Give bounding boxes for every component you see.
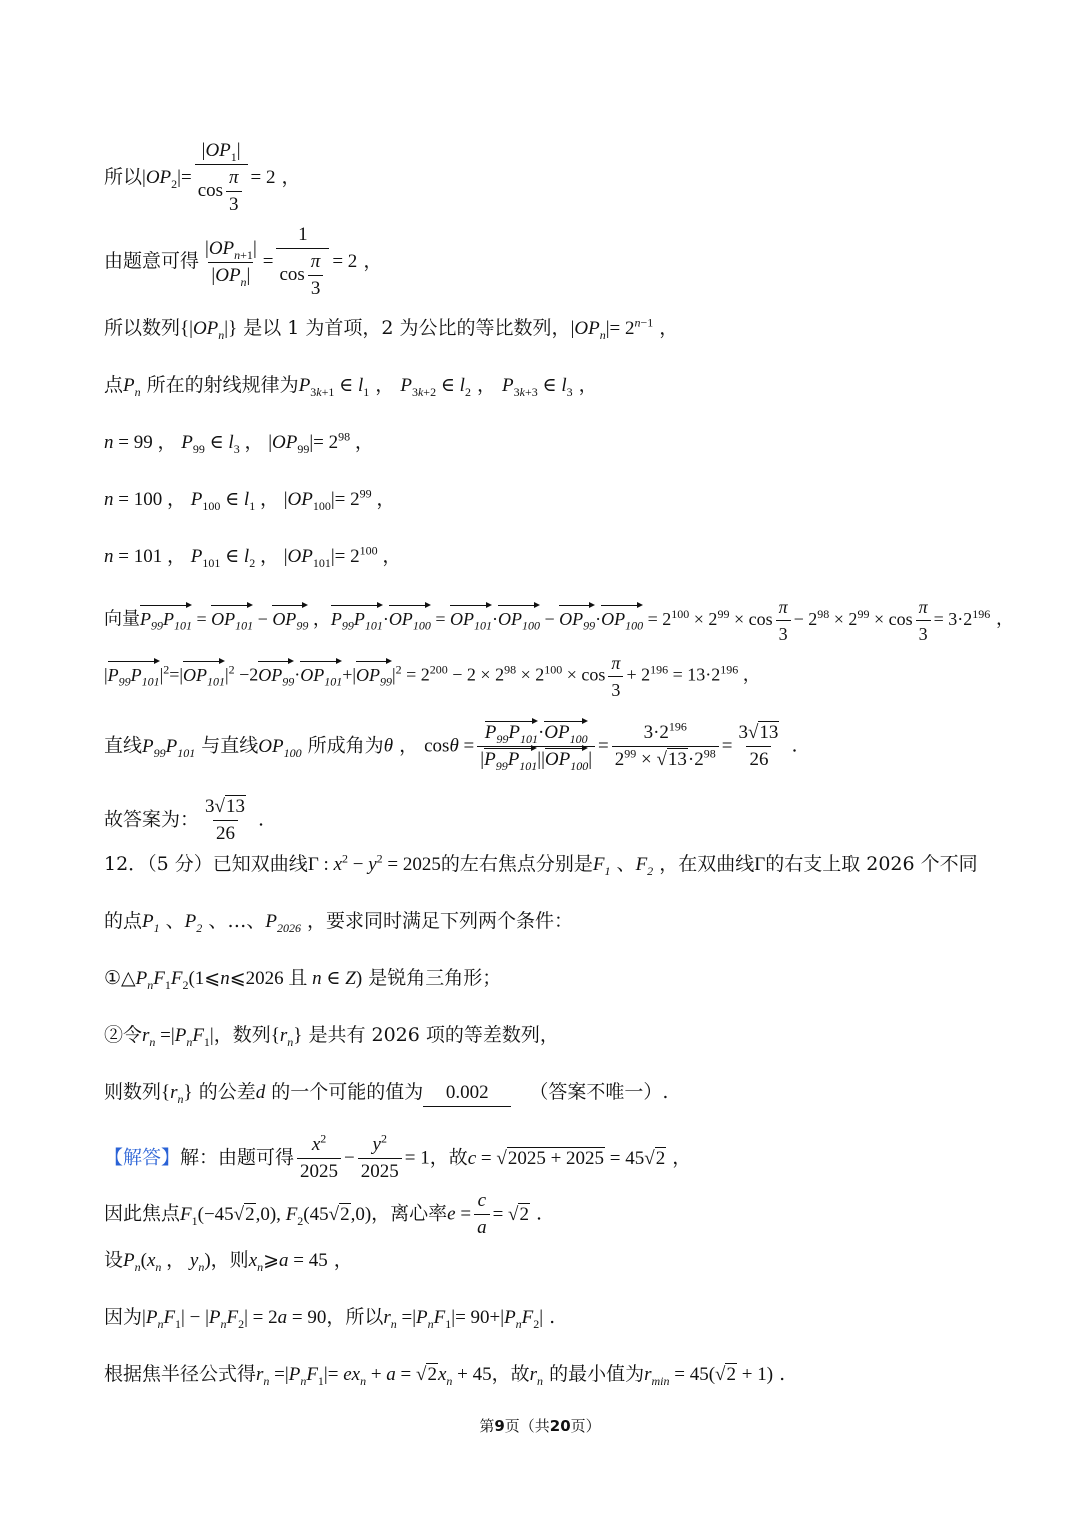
question-12-line: 的点$P_1$ 、$P_2$ 、…、$P_{2026}$ ，要求同时满足下列两个条件：	[104, 910, 573, 935]
answer-line: 故答案为： $\frac{3√13}{26}$ .	[104, 796, 265, 844]
solution-line: 向量$P_{99}P_{101} = OP_{101} - OP_{99}$ ，$P_{99}P_{101}\cdot OP_{100} = OP_{101}\cdot OP_{100} - OP_{99}\cdot OP_{100} = 2^{100} \times 2^{99} \times \cos$ $\frac{\pi}{3}$ − $2^{98} \times 2^{99} \times \cos$ $\frac{\pi}{3}$ = $3\cdot 2^{196}$ ，	[104, 597, 1015, 644]
solution-line: 由题意可得 $\frac{|OP_{n+1}|}{|OP_n|}$ = 1 cos $\frac{\pi}{3}$ = 2 ，	[104, 224, 383, 299]
condition-1: $①\triangle P_nF_1F_2(1⩽n⩽2026$ 且 n ∈ Z) 是锐角三角形；	[104, 967, 502, 992]
page-footer: 第9页（共20页）	[479, 1417, 601, 1435]
solution-line: n = 100 ， $P_{100}$ ∈ $l_1$ ， $|OP_{100}|= 2^{99}$ ，	[104, 486, 396, 513]
solution-line: 根据焦半径公式得$r_n =|P_nF_1|= ex_n + a = √2x_n + 45$，故$r_n$ 的最小值为$r_{min} = 45(√2 + 1)$ .	[104, 1363, 786, 1388]
solution-line: 所以数列$\{|OP_n|\}$ 是以 1 为首项，2 为公比的等比数列，$|OP_n|= 2^{n-1}$ ，	[104, 315, 679, 342]
condition-2: ②令$r_n =|P_nF_1|$，数列$\{r_n\}$ 是共有 2026 项的等差数列，	[104, 1024, 559, 1049]
solution-line: 因为$|P_nF_1| - |P_nF_2| = 2a = 90$，所以$r_n =|P_nF_1|= 90+|P_nF_2|$ .	[104, 1306, 556, 1331]
text-segment: 所以	[104, 166, 143, 188]
total-page-count: 20	[549, 1417, 571, 1435]
solution-line: 【解答】解：由题可得 $\frac{x^2}{2025}$ − $\frac{y^2}{2025}$ = 1，故c = √2025 + 2025 = 45√2 ，	[104, 1131, 692, 1182]
solution-line: 所以$|OP_2|=$ $|OP_1|$ cos $\frac{\pi}{3}$ = 2 ，	[104, 140, 301, 215]
solution-line: 直线$P_{99}P_{101}$ 与直线$OP_{100}$ 所成角为θ ， cosθ = $\frac{P_{99}P_{101}\cdot OP_{100}}{|P_{99}P_{101}||OP_{100}|}$ = $\frac{3\cdot 2^{196}}{2^{99} \times √13\cdot 2^{98}}$ = $\frac{3√13}{26}$ .	[104, 719, 798, 773]
question-ask-line: 则数列$\{r_n\}$ 的公差d 的一个可能的值为 0.002 （答案不唯一）.	[104, 1081, 669, 1106]
solution-line: n = 99 ， $P_{99}$ ∈ $l_3$ ， $|OP_{99}|= 2^{98}$ ，	[104, 429, 374, 456]
solution-line: $|P_{99}P_{101}|^2=|OP_{101}|^2 -2OP_{99}\cdot OP_{101}+|OP_{99}|^2 = 2^{200} - 2 \times 2^{98} \times 2^{100} \times \cos$ $\frac{\pi}{3}$ + $2^{196} = 13\cdot 2^{196}$ ，	[104, 653, 761, 700]
question-12-line: 12．（5 分）已知双曲线Γ : $x^2 - y^2 = 2025$的左右焦点分别是$F_1$ 、$F_2$ ，在双曲线Γ的右支上取 2026 个不同	[104, 851, 978, 878]
solution-line: 设$P_n(x_n$ ， $y_n$)，则$x_n⩾a = 45$ ，	[104, 1249, 353, 1274]
math-fraction: $|OP_1|$ cos $\frac{\pi}{3}$	[195, 140, 248, 216]
solution-tag: 【解答】	[104, 1146, 181, 1169]
solution-line: n = 101 ， $P_{101}$ ∈ $l_2$ ， $|OP_{101}|= 2^{100}$ ，	[104, 543, 402, 570]
text-segment: 由题意可得	[104, 250, 200, 272]
current-page-number: 9	[494, 1417, 505, 1435]
answer-blank: 0.002	[423, 1080, 511, 1107]
solution-line: 因此焦点$F_1(-45√2,0)$, $F_2(45√2,0)$，离心率e = $\frac{c}{a}$ = √2 .	[104, 1190, 543, 1238]
solution-line: 点$P_n$ 所在的射线规律为$P_{3k+1}$ ∈ $l_1$ ， $P_{3k+2}$ ∈ $l_2$ ， $P_{3k+3}$ ∈ $l_3$ ，	[104, 374, 598, 399]
